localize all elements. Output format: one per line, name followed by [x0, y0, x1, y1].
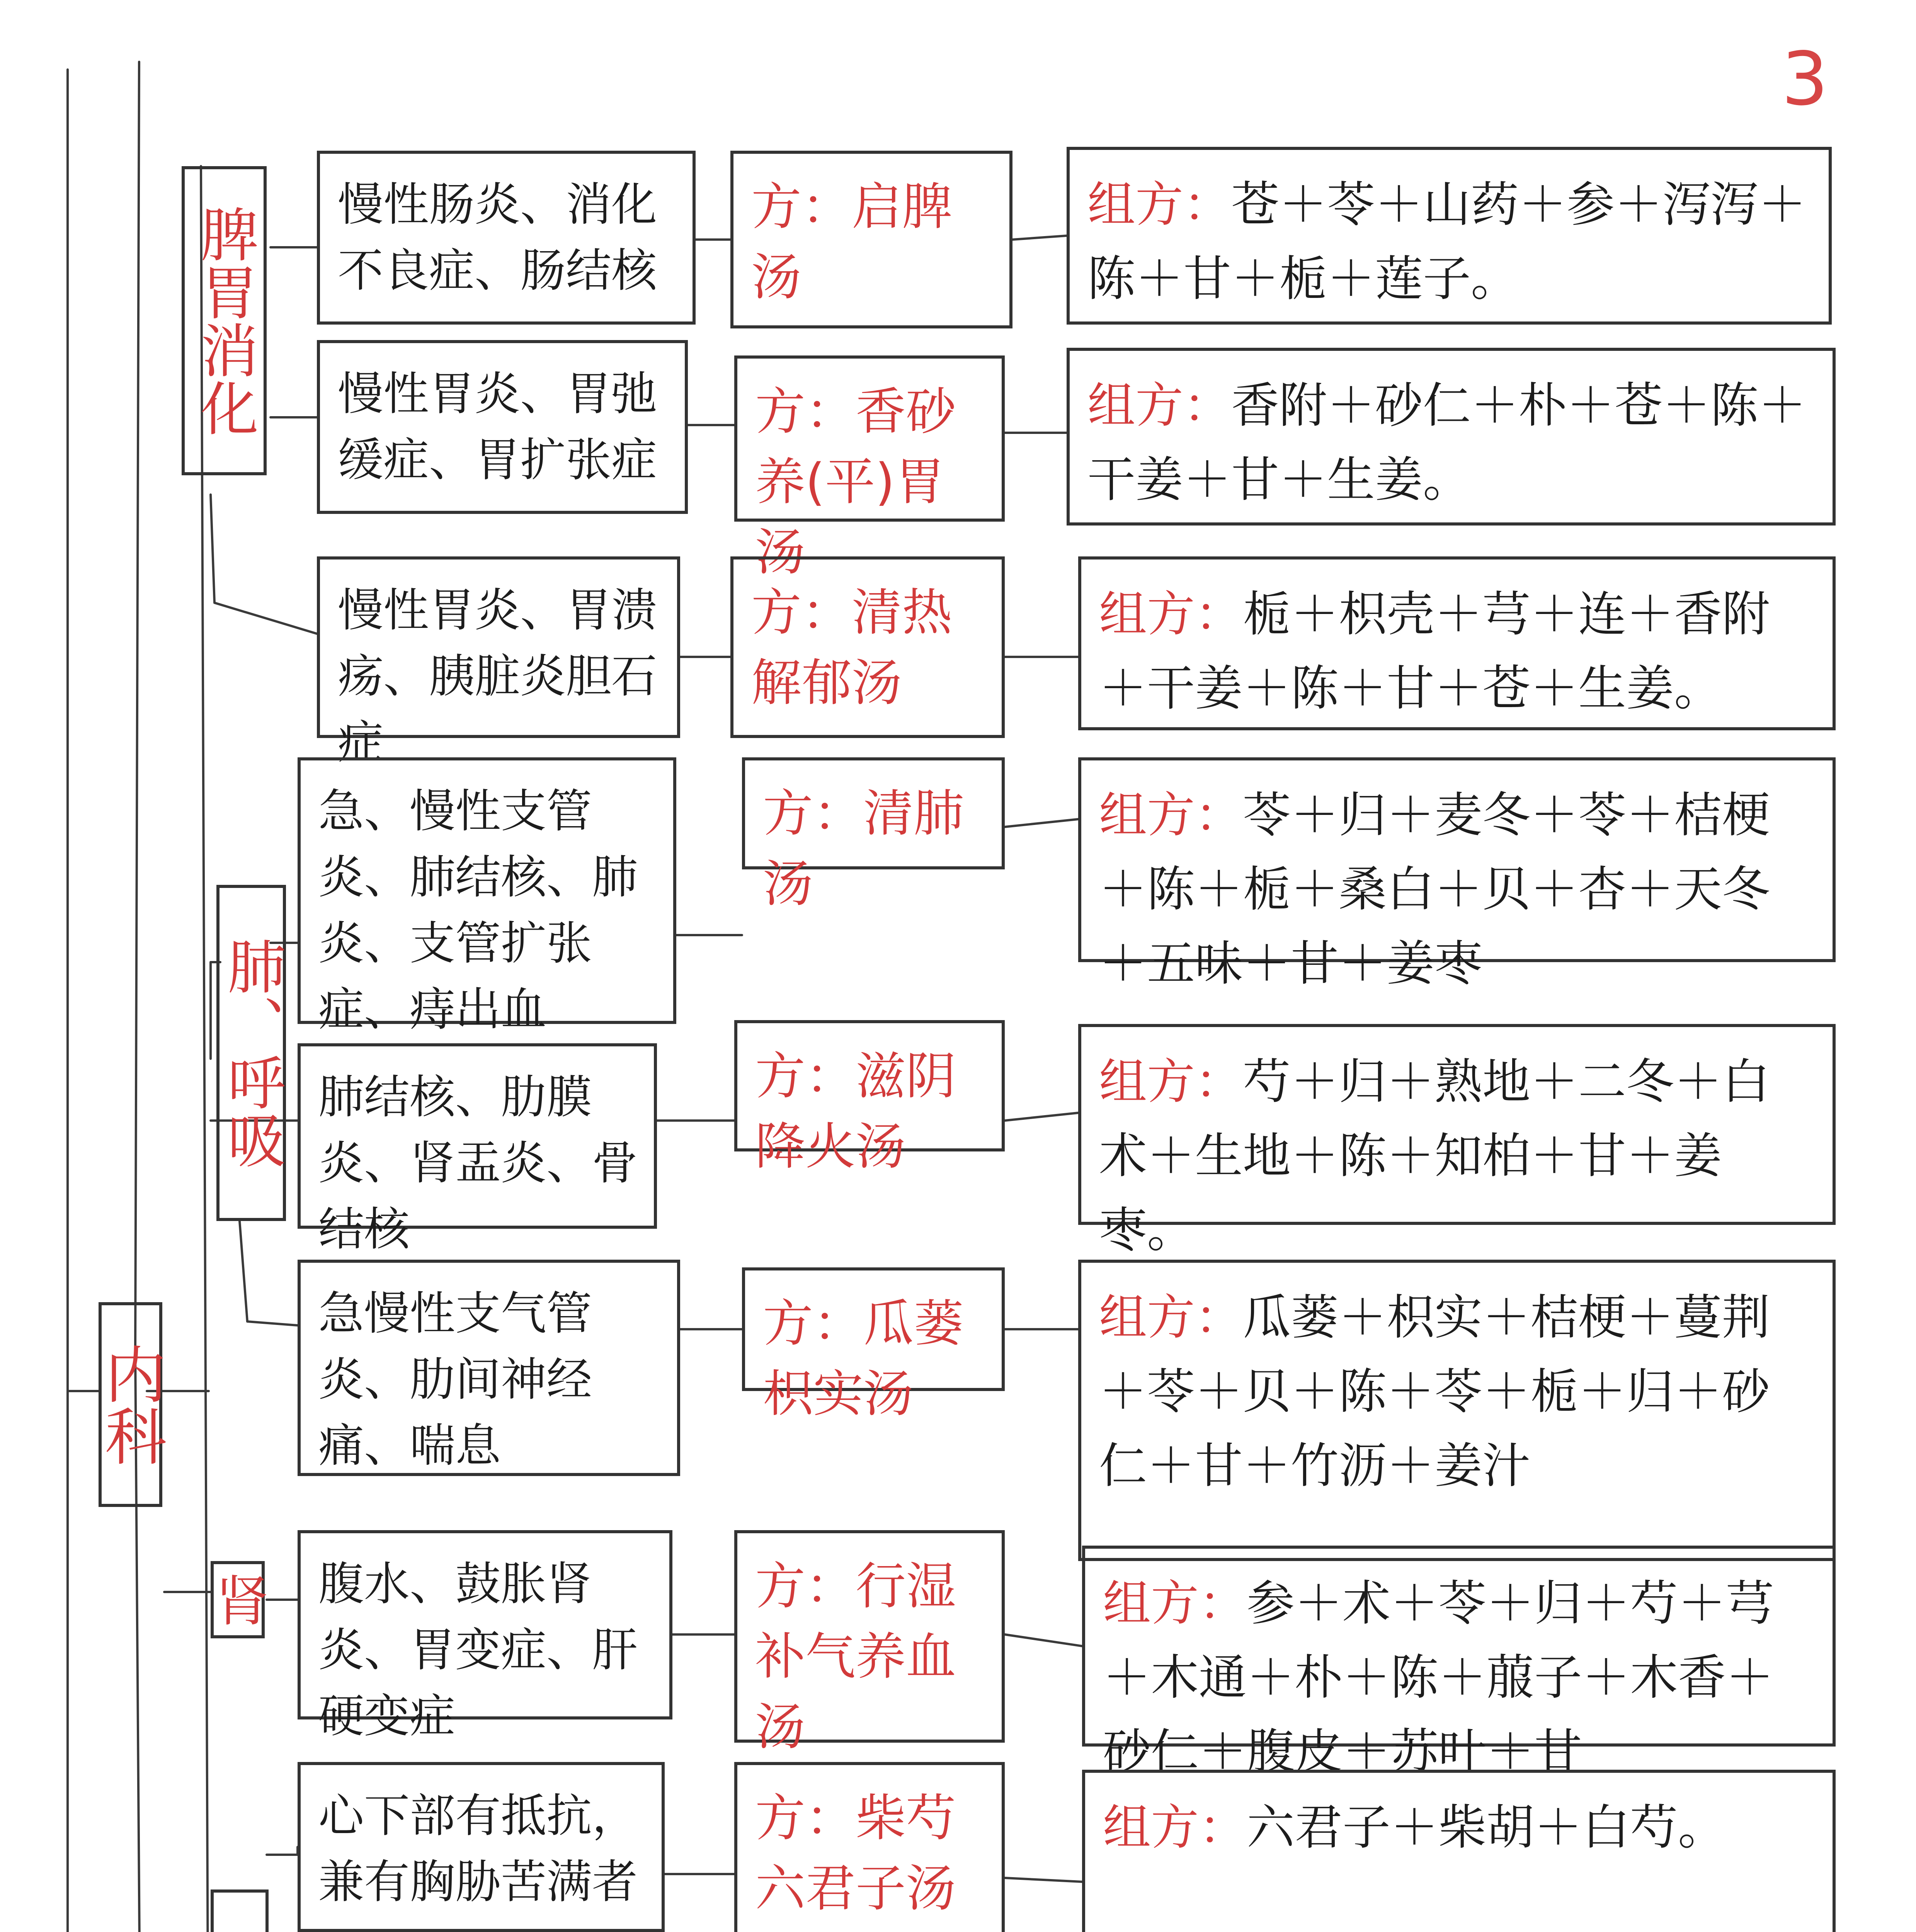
herbs-text: 六君子＋柴胡＋白芍。	[1247, 1800, 1726, 1855]
symptom-text: 慢性胃炎、胃弛缓症、胃扩张症	[338, 367, 657, 487]
formula-box	[742, 757, 1005, 913]
herbs-link	[1005, 1878, 1082, 1882]
formula-name: 方：香砂养(平)胃汤	[755, 382, 956, 582]
symptom-text: 心下部有抵抗，兼有胸胁苦满者	[318, 1789, 638, 1909]
herbs-box	[1082, 1546, 1836, 1780]
herbs-box	[1078, 1260, 1836, 1561]
formula-name: 方：清肺汤	[763, 784, 964, 913]
symptom-text: 慢性胃炎、胃溃疡、胰脏炎胆石症	[338, 583, 657, 769]
formula-name: 方：行湿补气养血汤	[755, 1557, 956, 1756]
herbs-link	[1005, 1113, 1078, 1121]
formula-name: 方：柴芍六君子汤	[755, 1789, 956, 1918]
formula-box	[742, 1267, 1005, 1423]
herbs-box	[1067, 348, 1836, 526]
herbs-box	[1078, 1024, 1836, 1259]
herbs-label: 组方：	[1099, 1290, 1243, 1345]
symptom-box	[298, 1762, 665, 1932]
formula-name: 方：滋阴降火汤	[755, 1047, 956, 1176]
herbs-label: 组方：	[1103, 1576, 1247, 1631]
branch-link	[211, 495, 317, 634]
herbs-label: 组方：	[1087, 177, 1232, 233]
herbs-label: 组方：	[1087, 378, 1232, 434]
herbs-text: 芍＋归＋熟地＋二冬＋白术＋生地＋陈＋知柏＋甘＋姜枣。	[1099, 1054, 1770, 1259]
formula-name: 方：启脾汤	[751, 177, 953, 306]
symptom-box	[298, 1530, 672, 1743]
formula-box	[734, 1762, 1005, 1932]
herbs-text: 参＋术＋苓＋归＋芍＋芎＋木通＋朴＋陈＋菔子＋木香＋砂仁＋腹皮＋苏叶＋甘	[1103, 1576, 1774, 1780]
symptom-text: 腹水、鼓胀肾炎、胃变症、肝硬变症	[318, 1557, 638, 1743]
trunk-line	[135, 62, 145, 1932]
herbs-text: 苍＋苓＋山药＋参＋泻泻＋陈＋甘＋栀＋莲子。	[1087, 177, 1807, 307]
herbs-text: 栀＋枳壳＋芎＋连＋香附＋干姜＋陈＋甘＋苍＋生姜。	[1099, 587, 1770, 717]
symptom-box	[298, 757, 676, 1036]
herbs-box	[1082, 1770, 1836, 1932]
herbs-label: 组方：	[1099, 787, 1243, 843]
symptom-text: 肺结核、肋膜炎、肾盂炎、骨结核	[318, 1070, 638, 1256]
symptom-text: 急、慢性支管炎、肺结核、肺炎、支管扩张症、痔出血	[318, 784, 638, 1036]
herbs-box	[1067, 147, 1832, 325]
herbs-text: 瓜蒌＋枳实＋桔梗＋蔓荆＋苓＋贝＋陈＋苓＋栀＋归＋砂仁＋甘＋竹沥＋姜汁	[1099, 1290, 1770, 1494]
herbs-label: 组方：	[1103, 1800, 1247, 1855]
symptom-box	[317, 556, 680, 769]
branch-link	[267, 1847, 298, 1855]
symptom-box	[298, 1043, 657, 1256]
herbs-label: 组方：	[1099, 1054, 1243, 1110]
formula-box	[734, 1020, 1005, 1176]
category-box: 肾	[211, 1561, 265, 1638]
herbs-link	[1005, 1634, 1082, 1646]
symptom-box	[298, 1260, 680, 1476]
herbs-box	[1078, 556, 1836, 730]
herbs-box	[1078, 757, 1836, 992]
herbs-text: 苓＋归＋麦冬＋苓＋桔梗＋陈＋栀＋桑白＋贝＋杏＋天冬＋五味＋甘＋姜枣	[1099, 787, 1770, 992]
formula-box	[734, 355, 1005, 582]
formula-box	[734, 1530, 1005, 1756]
symptom-text: 慢性肠炎、消化不良症、肠结核	[338, 178, 657, 298]
formula-name: 方：瓜蒌枳实汤	[763, 1294, 964, 1423]
herbs-link	[1005, 819, 1078, 827]
formula-name: 方：清热解郁汤	[751, 583, 953, 712]
category-box: 肺、呼吸	[216, 885, 286, 1221]
herbs-text: 香附＋砂仁＋朴＋苍＋陈＋干姜＋甘＋生姜。	[1087, 378, 1807, 508]
category-box: 脾胃消化	[182, 166, 267, 475]
category-box	[211, 1889, 269, 1932]
formula-box	[730, 151, 1012, 328]
herbs-link	[1012, 236, 1067, 240]
herbs-label: 组方：	[1099, 587, 1243, 642]
symptom-box	[317, 340, 688, 514]
symptom-text: 急慢性支气管炎、肋间神经痛、喘息	[318, 1287, 592, 1473]
symptom-box	[317, 151, 696, 325]
formula-box	[730, 556, 1005, 738]
root-category: 内科	[99, 1302, 162, 1507]
branch-link	[240, 1221, 298, 1325]
page-number: 3	[1782, 36, 1828, 122]
